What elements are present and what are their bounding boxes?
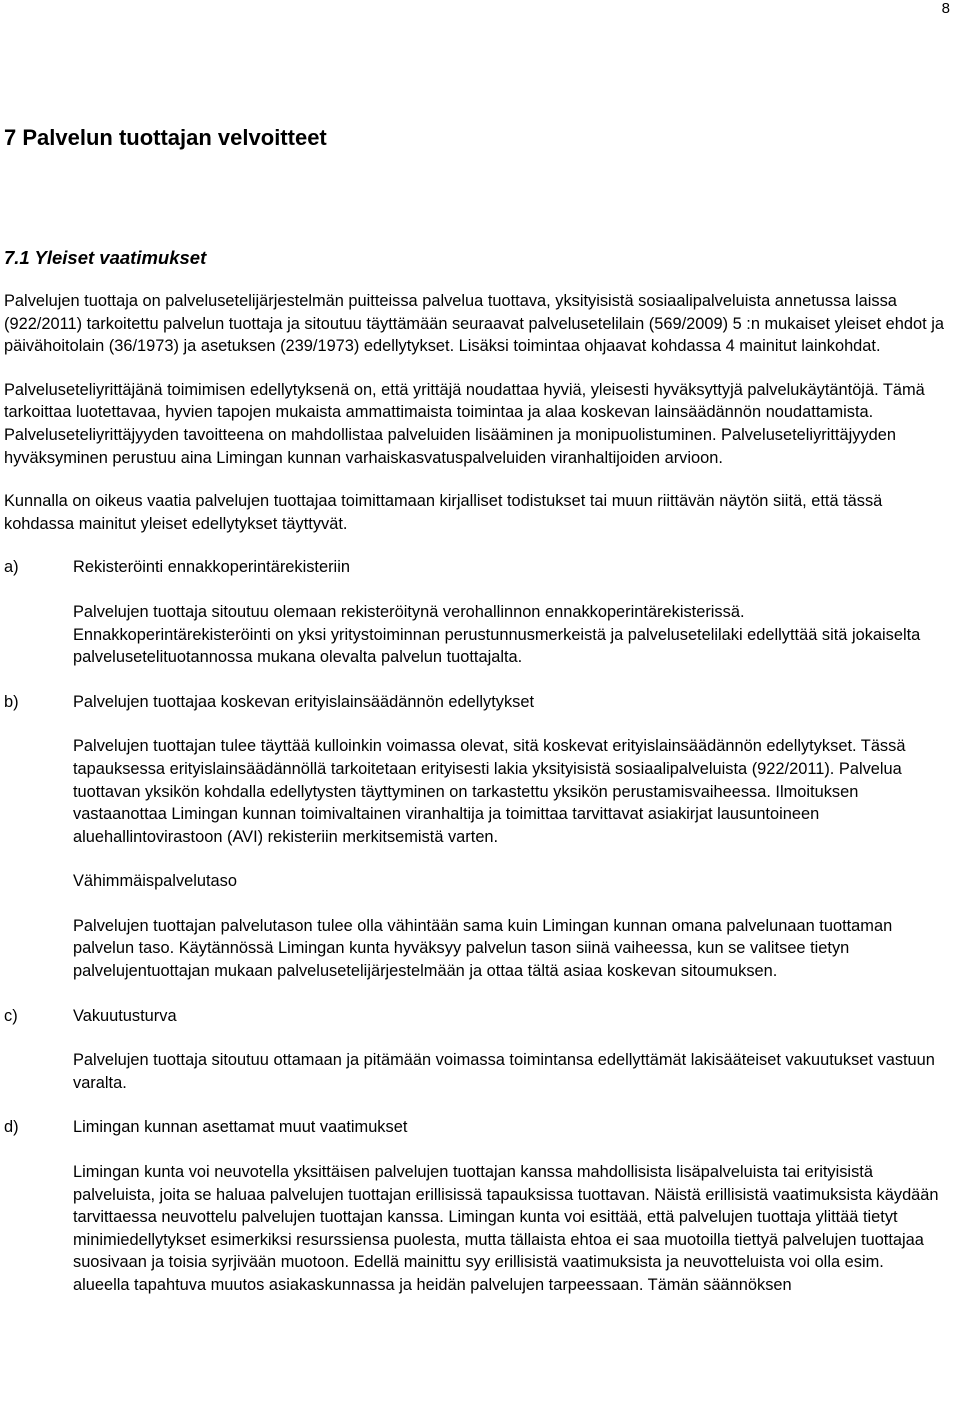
list-item-text: Palvelujen tuottaja sitoutuu ottamaan ja pitämään voimassa toimintansa edellyttämät lakisääteiset vakuutukset vastuun varalta. — [73, 1051, 935, 1092]
list-heading: Vakuutusturva — [73, 1006, 177, 1025]
page-number: 8 — [941, 0, 950, 17]
list-marker: c) — [4, 1006, 18, 1025]
list-item-text: Palvelujen tuottajan tulee täyttää kulloinkin voimassa olevat, sitä koskevat erityislainsäädännön edellytykset. Tässä tapauksessa erityislainsäädännöllä tarkoitetaan erityisesti lakia yksityisistä sosiaalipalveluista (922/2011). Palvelua tuottavan yksikön kohdalla edellytysten täyttyminen on tarkastettu yksikön perustamisvaiheessa. Ilmoituksen vastaanottaa Limingan kunnan toimivaltainen viranhaltija ja toimittaa tarvittavat asiakirjat lausuntoineen aluehallintovirastoon (AVI) rekisteriin merkitsemistä varten. — [73, 737, 906, 846]
list-marker: d) — [4, 1118, 19, 1137]
document-body — [4, 123, 944, 1319]
paragraph-entrepreneur-conditions: Palveluseteliyrittäjänä toimimisen edellytyksenä on, että yrittäjä noudattaa hyviä, yleisesti hyväksyttyjä palvelukäytäntöjä. Tämä tarkoittaa luotettavaa, hyvien tapojen mukaista ammattimaista toimintaa ja alaa koskevan lainsäädännön noudattamista. Palveluseteliyrittäjyyden tavoitteena on mahdollistaa palveluiden lisääminen ja monipuolistuminen. Palveluseteliyrittäjyyden hyväksyminen perustuu aina Limingan kunnan varhaiskasvatuspalveluiden viranhaltijoiden arvioon. — [4, 380, 925, 467]
list-heading: Rekisteröinti ennakkoperintärekisteriin — [73, 558, 350, 577]
list-heading: Limingan kunnan asettamat muut vaatimukset — [73, 1118, 408, 1137]
list-item-a — [4, 556, 944, 579]
paragraph-general-requirements: Palvelujen tuottaja on palvelusetelijärjestelmän puitteissa palvelua tuottava, yksityisistä sosiaalipalveluista annetussa laissa (922/2011) tarkoitettu palvelun tuottaja ja sitoutuu täyttämään seuraavat palvelusetelilain (569/2009) 5 :n mukaiset yleiset ehdot ja päivähoitolain (36/1973) ja asetuksen (239/1973) edellytykset. Lisäksi toimintaa ohjaavat kohdassa 4 mainitut lainkohdat. — [4, 292, 945, 356]
list-item-text: Palvelujen tuottaja sitoutuu olemaan rekisteröitynä verohallinnon ennakkoperintärekisterissä. Ennakkoperintärekisteröinti on yksi yritystoiminnan perustunnusmerkeistä ja palvelusetelilaki edellyttää sitä jokaiselta palvelusetelituotannossa mukana olevalta palvelun tuottajalta. — [73, 602, 921, 667]
list-item-text: Limingan kunta voi neuvotella yksittäisen palvelujen tuottajan kanssa mahdollisista lisäpalveluista tai erityisistä palveluista, joita se haluaa palvelujen tuottajan erillisissä tapauksissa tuottavan. Näistä erillisistä vaatimuksista käydään tarvittaessa neuvottelu palvelujen tuottajan kanssa. Limingan kunta voi esittää, että palvelujen tuottaja ylittää tietyt minimiedellytykset esimerkiksi resurssiensa puolesta, mutta tällaista ehtoa ei saa muotoilla tiettyä palvelujen tuottajaa suosivaan ja toisia syrjivään muotoon. Edellä mainittu syy erillisistä vaatimuksista ja neuvotteluista voi olla esim. alueella tapahtuva muutos asiakaskunnassa ja heidän palvelujen tarpeessaan. Tämän säännöksen — [73, 1163, 939, 1294]
list-item-d-body — [73, 1161, 944, 1297]
paragraph-municipality-rights: Kunnalla on oikeus vaatia palvelujen tuottajaa toimittamaan kirjalliset todistukset tai muun riittävän näytön siitä, että tässä kohdassa mainitut yleiset edellytykset täyttyvät. — [4, 492, 883, 533]
chapter-title: 7 Palvelun tuottajan velvoitteet — [4, 125, 327, 150]
sub-heading: Vähimmäispalvelutaso — [73, 872, 237, 891]
list-item-b-body — [73, 735, 944, 982]
section-title: 7.1 Yleiset vaatimukset — [4, 247, 207, 268]
list-item-d — [4, 1116, 944, 1139]
list-item-b — [4, 691, 944, 714]
sub-text: Palvelujen tuottajan palvelutason tulee olla vähintään sama kuin Limingan kunnan omana palvelunaan tuottaman palvelun taso. Käytännössä Limingan kunta hyväksyy palvelun tason siinä vaiheessa, kun se valitsee tietyn palvelujentuottajan mukaan palvelusetelijärjestelmään ja ottaa tältä asiaa koskevan sitoumuksen. — [73, 916, 893, 981]
list-heading: Palvelujen tuottajaa koskevan erityislainsäädännön edellytykset — [73, 692, 535, 711]
list-item-c — [4, 1005, 944, 1028]
list-item-a-body — [73, 601, 944, 669]
requirements-list — [4, 556, 944, 1296]
list-item-c-body — [73, 1049, 944, 1094]
list-marker: a) — [4, 558, 19, 577]
list-marker: b) — [4, 692, 19, 711]
